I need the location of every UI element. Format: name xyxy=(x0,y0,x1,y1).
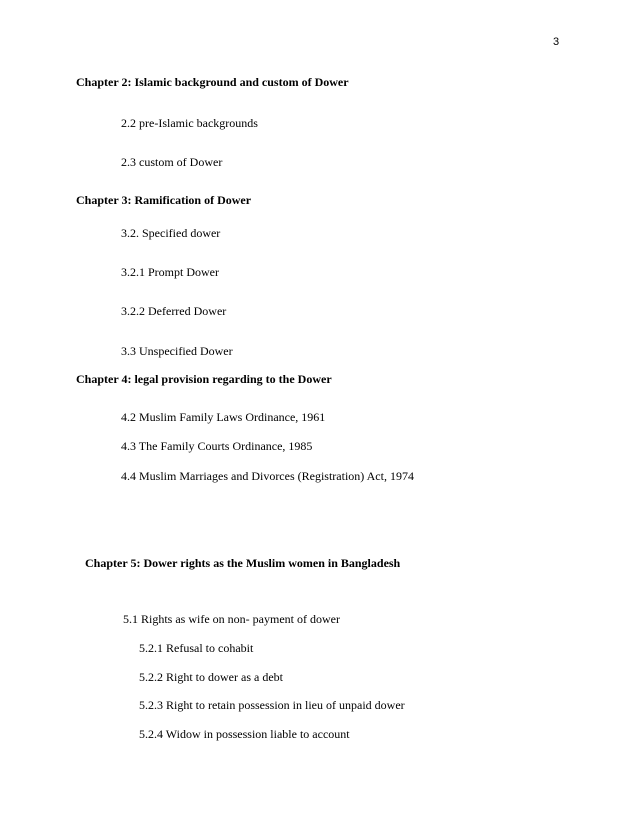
toc-item-4-4: 4.4 Muslim Marriages and Divorces (Registration) Act, 1974 xyxy=(121,469,414,483)
chapter-3-heading: Chapter 3: Ramification of Dower xyxy=(76,193,252,207)
toc-item-5-1: 5.1 Rights as wife on non- payment of dower xyxy=(123,612,340,626)
toc-item-5-2-2: 5.2.2 Right to dower as a debt xyxy=(139,670,283,684)
toc-item-2-3: 2.3 custom of Dower xyxy=(121,155,223,169)
toc-item-4-2: 4.2 Muslim Family Laws Ordinance, 1961 xyxy=(121,410,326,424)
chapter-4-heading: Chapter 4: legal provision regarding to the Dower xyxy=(76,372,332,386)
toc-item-3-2: 3.2. Specified dower xyxy=(121,226,221,240)
chapter-2-heading: Chapter 2: Islamic background and custom of Dower xyxy=(76,75,349,89)
toc-item-3-3: 3.3 Unspecified Dower xyxy=(121,344,233,358)
chapter-5-heading: Chapter 5: Dower rights as the Muslim women in Bangladesh xyxy=(85,556,401,570)
toc-item-5-2-4: 5.2.4 Widow in possession liable to account xyxy=(139,727,350,741)
toc-item-5-2-1: 5.2.1 Refusal to cohabit xyxy=(139,641,254,655)
toc-item-3-2-2: 3.2.2 Deferred Dower xyxy=(121,304,227,318)
toc-item-4-3: 4.3 The Family Courts Ordinance, 1985 xyxy=(121,439,313,453)
toc-item-2-2: 2.2 pre-Islamic backgrounds xyxy=(121,116,258,130)
toc-item-3-2-1: 3.2.1 Prompt Dower xyxy=(121,265,219,279)
toc-item-5-2-3: 5.2.3 Right to retain possession in lieu of unpaid dower xyxy=(139,698,405,712)
page-number: 3 xyxy=(553,36,560,48)
